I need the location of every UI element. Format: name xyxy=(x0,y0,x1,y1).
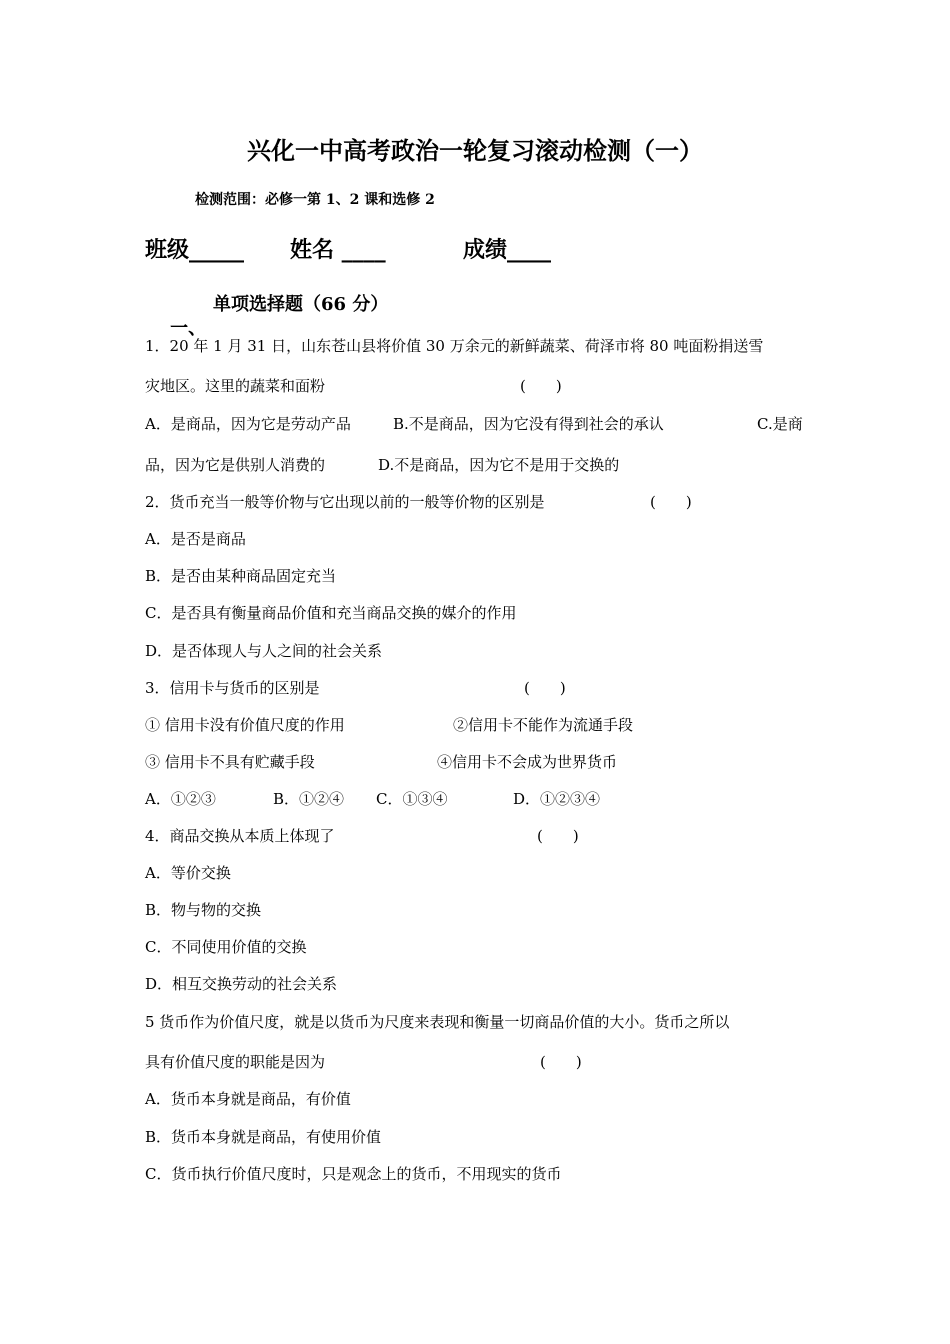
q1-option-a: A．是商品，因为它是劳动产品 xyxy=(145,415,351,433)
q2-answer-paren: ( ) xyxy=(650,493,692,511)
q5-stem-line2: 具有价值尺度的职能是因为 xyxy=(145,1053,326,1071)
q3-statement-1: ① 信用卡没有价值尺度的作用 xyxy=(145,716,345,734)
q4-option-a: A．等价交换 xyxy=(145,864,231,882)
q1-answer-paren: ( ) xyxy=(520,377,562,395)
q4-answer-paren: ( ) xyxy=(537,827,579,845)
score-field-label: 成绩____ xyxy=(463,237,552,263)
q3-option-d: D．①②③④ xyxy=(513,790,601,808)
q2-stem: 2．货币充当一般等价物与它出现以前的一般等价物的区别是 xyxy=(145,493,545,511)
q1-option-c-part2: 品，因为它是供别人消费的 xyxy=(145,456,326,474)
q4-option-c: C．不同使用价值的交换 xyxy=(145,938,307,956)
q3-statement-2: ②信用卡不能作为流通手段 xyxy=(453,716,634,734)
q5-option-a: A．货币本身就是商品，有价值 xyxy=(145,1090,351,1108)
q2-option-d: D．是否体现人与人之间的社会关系 xyxy=(145,642,383,660)
q2-option-b: B．是否由某种商品固定充当 xyxy=(145,567,337,585)
section-title: 单项选择题（66 分） xyxy=(213,294,389,315)
q3-statement-4: ④信用卡不会成为世界货币 xyxy=(437,753,618,771)
q4-option-b: B．物与物的交换 xyxy=(145,901,262,919)
q3-option-a: A．①②③ xyxy=(145,790,216,808)
q1-option-d: D.不是商品，因为它不是用于交换的 xyxy=(378,456,620,474)
q5-option-b: B．货币本身就是商品，有使用价值 xyxy=(145,1128,382,1146)
exam-scope: 检测范围：必修一第 1、2 课和选修 2 xyxy=(195,192,435,208)
q3-answer-paren: ( ) xyxy=(524,679,566,697)
q4-option-d: D．相互交换劳动的社会关系 xyxy=(145,975,338,993)
q2-option-a: A．是否是商品 xyxy=(145,530,246,548)
q3-option-c: C．①③④ xyxy=(376,790,448,808)
section-number: 一、 xyxy=(170,318,207,339)
q5-answer-paren: ( ) xyxy=(540,1053,582,1071)
q1-stem-line1: 1．20 年 1 月 31 日，山东苍山县将价值 30 万余元的新鲜蔬菜、荷泽市将 80 吨面粉捐送雪 xyxy=(145,337,764,355)
q4-stem: 4．商品交换从本质上体现了 xyxy=(145,827,335,845)
q5-option-c: C．货币执行价值尺度时，只是观念上的货币，不用现实的货币 xyxy=(145,1165,562,1183)
q3-statement-3: ③ 信用卡不具有贮藏手段 xyxy=(145,753,315,771)
q3-option-b: B．①②④ xyxy=(273,790,345,808)
q1-stem-line2: 灾地区。这里的蔬菜和面粉 xyxy=(145,377,326,395)
q3-stem: 3．信用卡与货币的区别是 xyxy=(145,679,320,697)
page-title: 兴化一中高考政治一轮复习滚动检测（一） xyxy=(247,136,703,165)
q5-stem-line1: 5 货币作为价值尺度，就是以货币为尺度来表现和衡量一切商品价值的大小。货币之所以 xyxy=(145,1013,730,1031)
q2-option-c: C．是否具有衡量商品价值和充当商品交换的媒介的作用 xyxy=(145,604,517,622)
q1-option-b: B.不是商品，因为它没有得到社会的承认 xyxy=(393,415,664,433)
class-field-label: 班级_____ xyxy=(145,237,245,263)
name-field-label: 姓名 ____ xyxy=(290,237,386,263)
q1-option-c-part1: C.是商 xyxy=(757,415,803,433)
